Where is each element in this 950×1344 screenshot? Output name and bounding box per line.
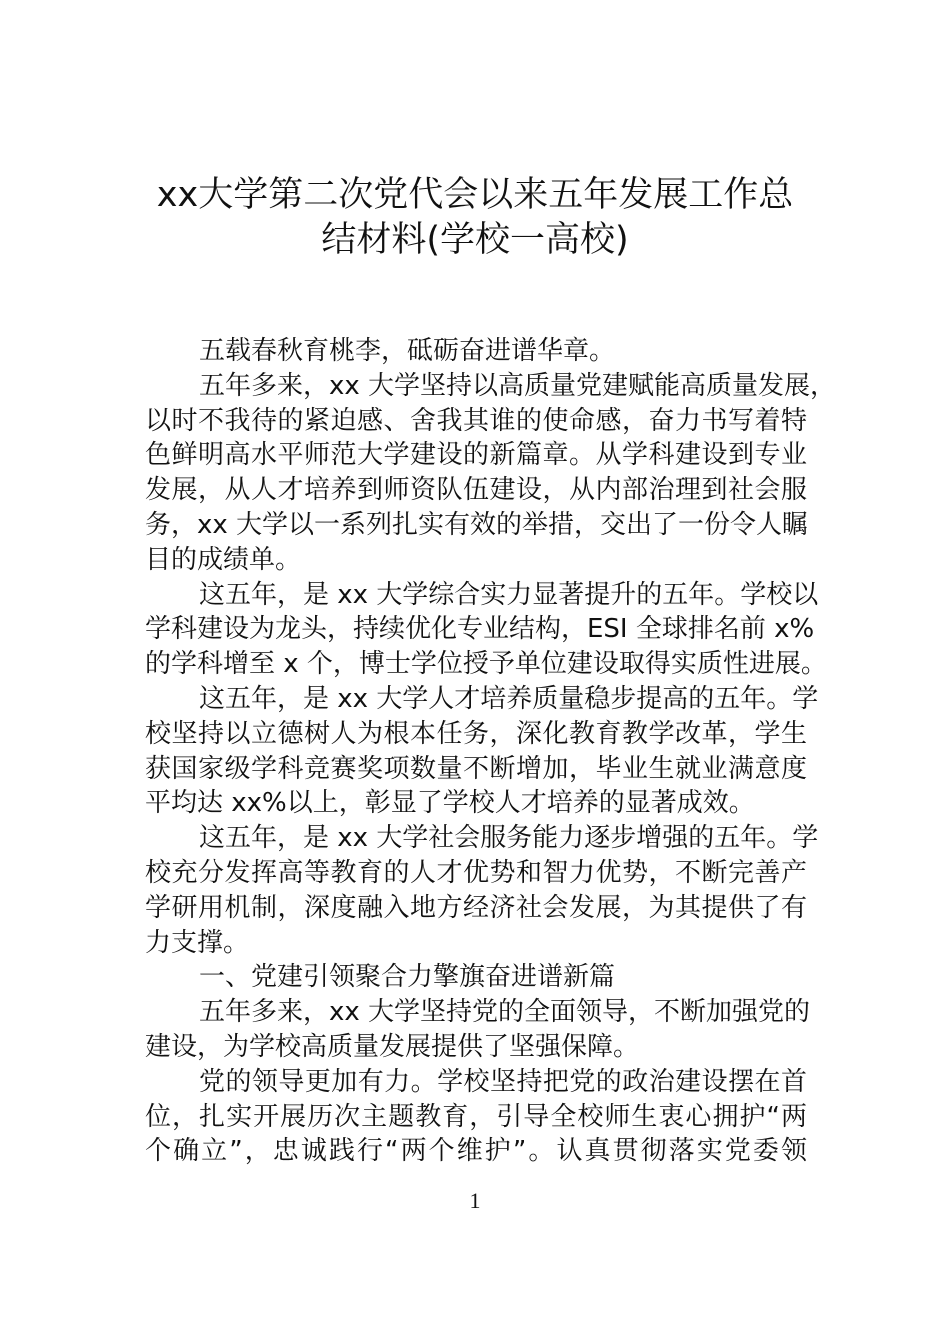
paragraph <box>145 821 819 960</box>
paragraph-line: 建设，为学校高质量发展提供了坚强保障。 <box>145 1031 640 1062</box>
paragraph <box>145 1065 807 1169</box>
paragraph-line: 平均达 xx%以上，彰显了学校人才培养的显著成效。 <box>145 788 755 819</box>
page-number: 1 <box>469 1188 481 1213</box>
paragraph-line: 个确立”，忠诚践行“两个维护”。认真贯彻落实党委领 <box>145 1136 807 1167</box>
paragraph-line: 五载春秋育桃李，砥砺奋进谱华章。 <box>199 336 616 366</box>
paragraph-line: 五年多来，xx 大学坚持以高质量党建赋能高质量发展， <box>199 370 837 401</box>
paragraph-line: 力支撑。 <box>145 927 250 958</box>
paragraph-line: 的学科增至 x 个，博士学位授予单位建设取得实质性进展。 <box>145 649 827 680</box>
paragraph-line: 校坚持以立德树人为根本任务，深化教育教学改革，学生 <box>145 718 807 749</box>
paragraph <box>145 682 819 821</box>
paragraph-line: 务，xx 大学以一系列扎实有效的举措，交出了一份令人瞩 <box>145 509 809 540</box>
paragraph-line: 目的成绩单。 <box>145 544 302 575</box>
paragraph <box>145 960 807 995</box>
paragraph-line: 学科建设为龙头，持续优化专业结构，ESI 全球排名前 x% <box>145 614 815 645</box>
paragraph-line: 获国家级学科竞赛奖项数量不断增加，毕业生就业满意度 <box>145 753 807 784</box>
paragraph <box>145 369 837 578</box>
paragraph-line: 色鲜明高水平师范大学建设的新篇章。从学科建设到专业 <box>145 440 807 471</box>
paragraph-line: 位，扎实开展历次主题教育，引导全校师生衷心拥护“两 <box>145 1101 807 1132</box>
paragraph-line: 校充分发挥高等教育的人才优势和智力优势，不断完善产 <box>145 857 807 888</box>
paragraph <box>145 995 811 1065</box>
paragraph-line: 一、党建引领聚合力擎旗奋进谱新篇 <box>199 962 616 993</box>
paragraph-line: 党的领导更加有力。学校坚持把党的政治建设摆在首 <box>199 1066 807 1097</box>
paragraph <box>145 334 807 369</box>
paragraph-line: 这五年，是 xx 大学综合实力显著提升的五年。学校以 <box>199 579 819 610</box>
paragraph-line: 发展，从人才培养到师资队伍建设，从内部治理到社会服 <box>145 475 807 506</box>
document-body <box>145 334 837 1169</box>
paragraph-line: 五年多来，xx 大学坚持党的全面领导，不断加强党的 <box>199 997 811 1028</box>
paragraph-line: 学研用机制，深度融入地方经济社会发展，为其提供了有 <box>145 892 807 923</box>
paragraph-line: 这五年，是 xx 大学人才培养质量稳步提高的五年。学 <box>199 683 819 714</box>
document-title-line-1: xx大学第二次党代会以来五年发展工作总 <box>156 175 794 215</box>
paragraph-line: 以时不我待的紧迫感、舍我其谁的使命感，奋力书写着特 <box>145 405 807 436</box>
paragraph <box>145 578 827 682</box>
document-title-line-2: 结材料(学校一高校) <box>321 220 629 260</box>
paragraph-line: 这五年，是 xx 大学社会服务能力逐步增强的五年。学 <box>199 823 819 854</box>
